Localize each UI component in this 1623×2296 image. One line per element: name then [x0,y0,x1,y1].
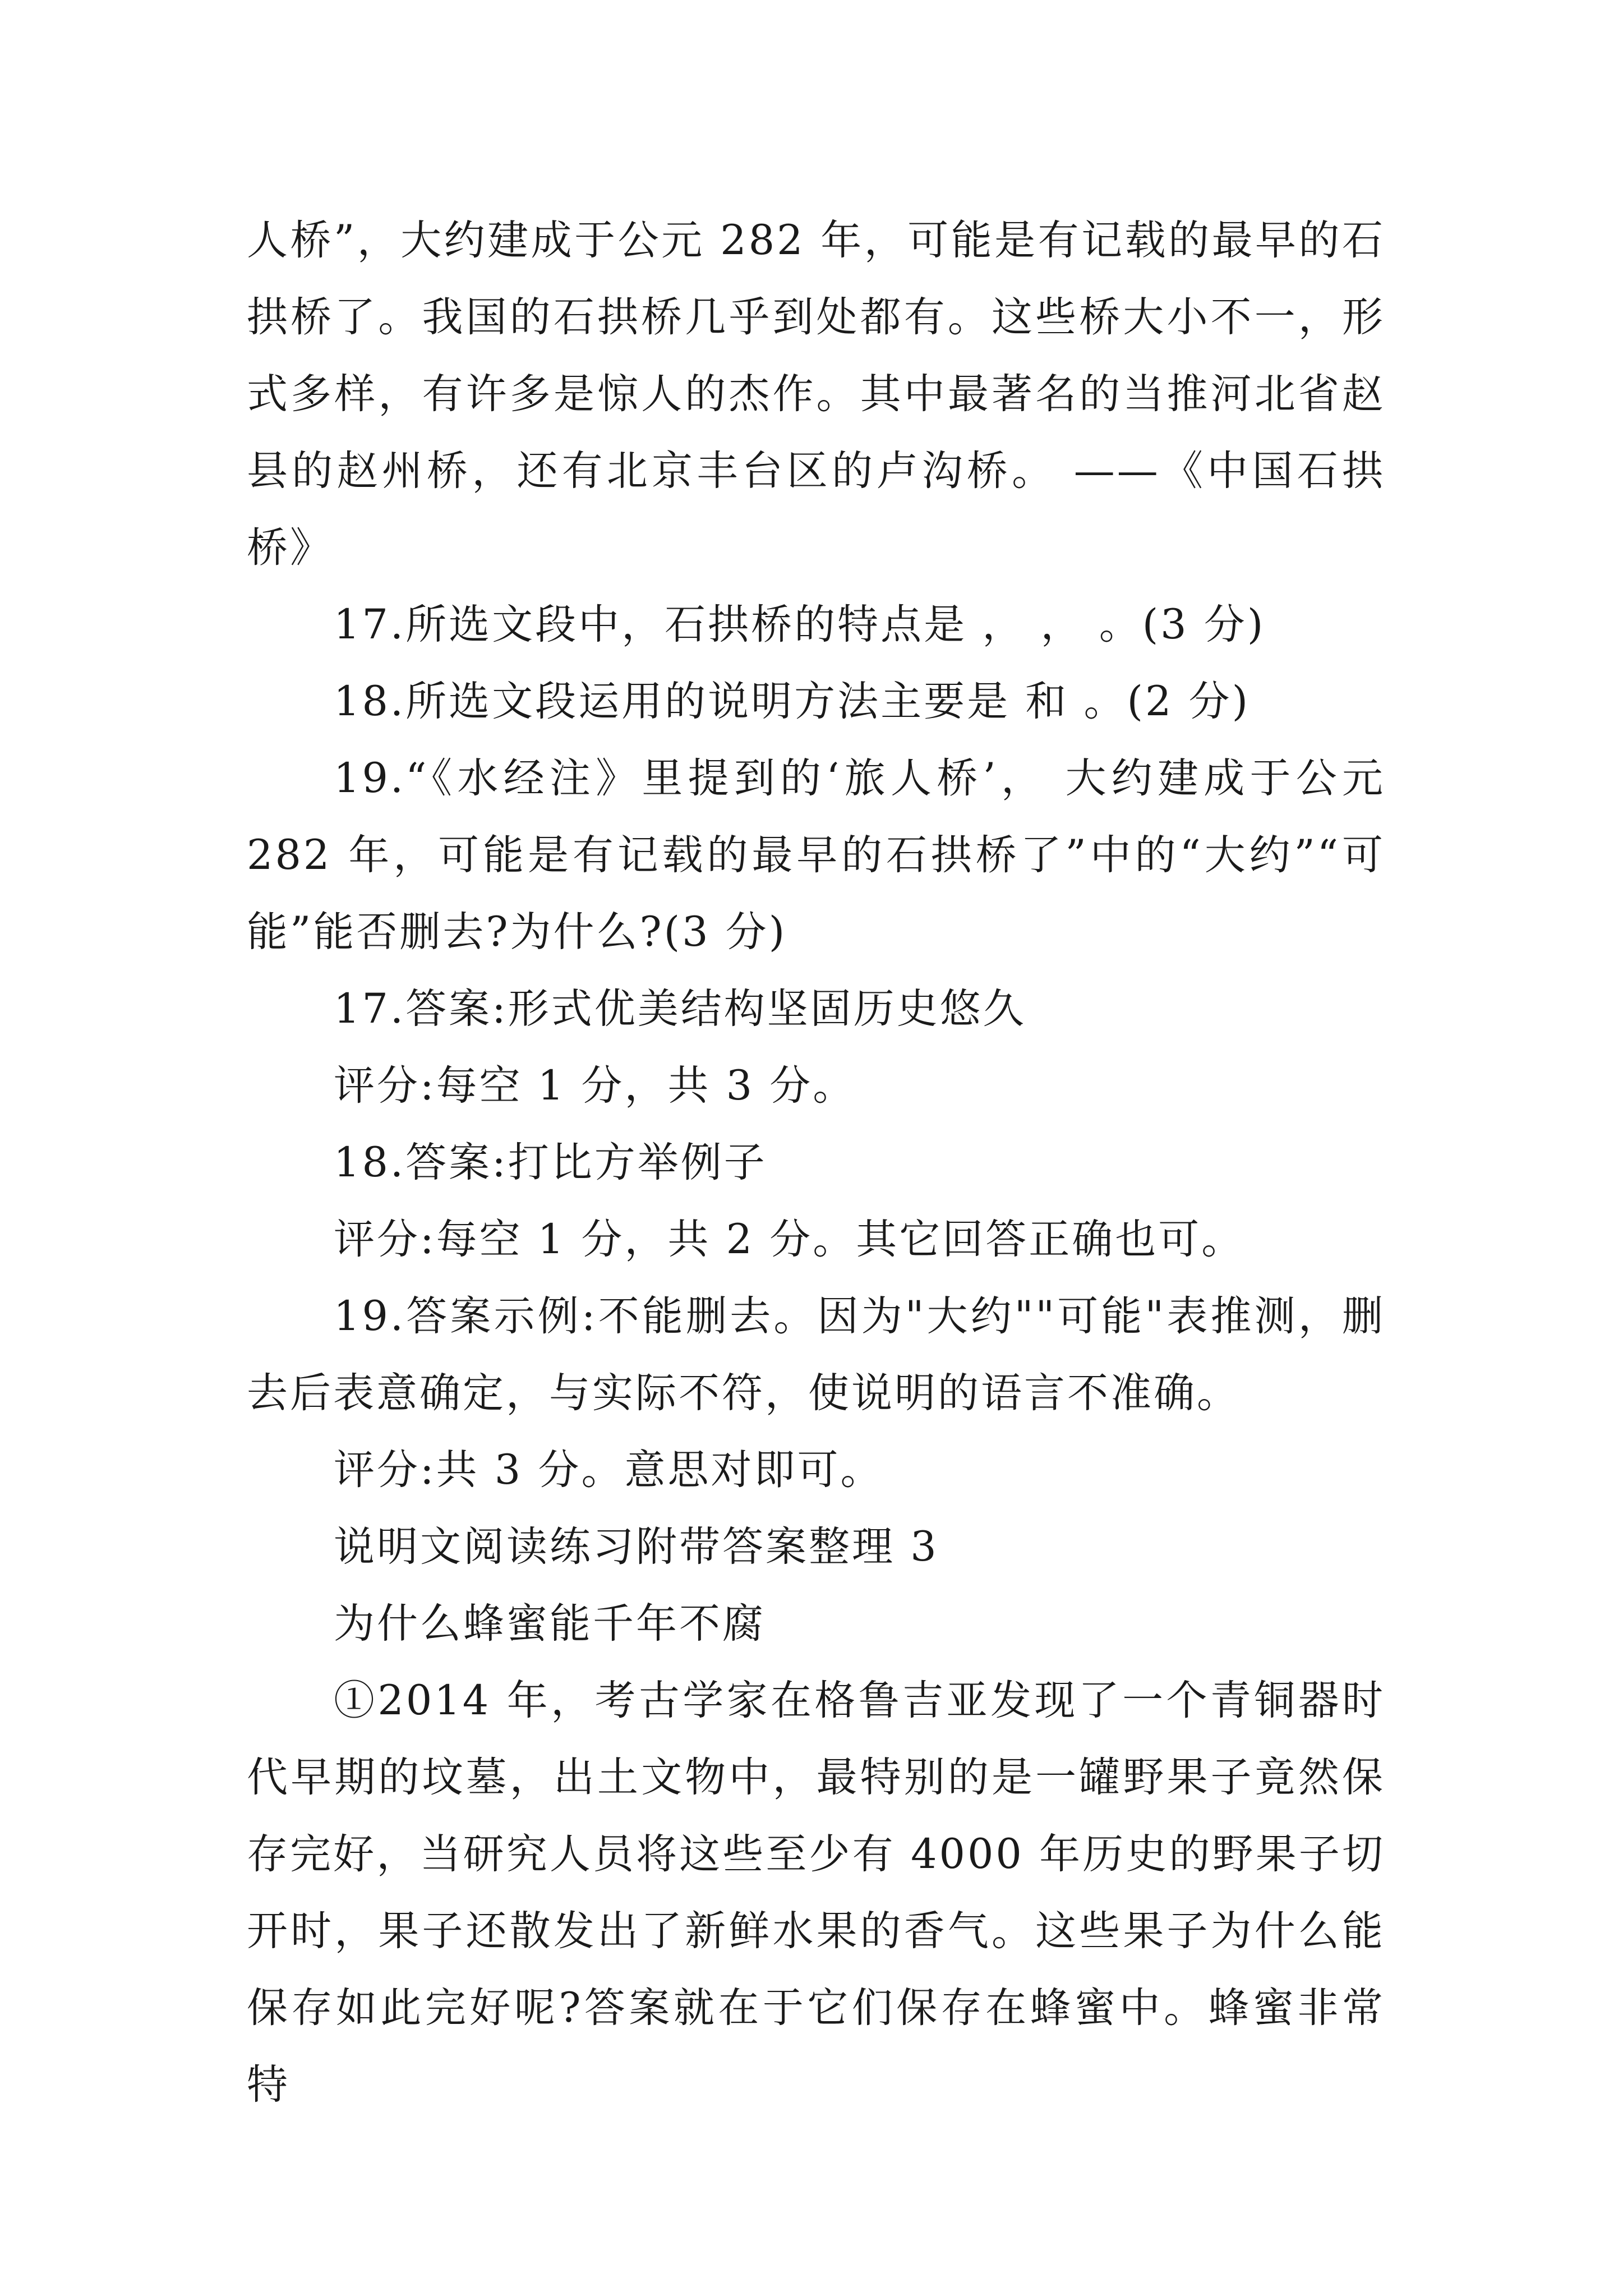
article-title: 为什么蜂蜜能千年不腐 [334,1600,766,1648]
score-17: 评分:每空 1 分，共 3 分。 [334,1062,856,1110]
question-18: 18.所选文段运用的说明方法主要是 和 。(2 分) [334,678,1251,725]
answer-17: 17.答案:形式优美结构坚固历史悠久 [334,985,1026,1033]
section-title: 说明文阅读练习附带答案整理 3 [334,1523,939,1571]
passage-continuation: 人桥”，大约建成于公元 282 年，可能是有记载的最早的石拱桥了。我国的石拱桥几乎到处都有。这些桥大小不一，形式多样，有许多是惊人的杰作。其中最著名的当推河北省赵县的赵州桥，还有北京丰台区的卢沟桥。 ——《中国石拱桥》 [247,217,1385,572]
answer-19: 19.答案示例:不能删去。因为"大约""可能"表推测，删去后表意确定，与实际不符，使说明的语言不准确。 [247,1292,1385,1417]
score-19: 评分:共 3 分。意思对即可。 [334,1446,884,1494]
question-19: 19.“《水经注》里提到的‘旅人桥’， 大约建成于公元 282 年，可能是有记载的最早的石拱桥了”中的“大约”“可能”能否删去?为什么?(3 分) [247,754,1385,956]
answer-18: 18.答案:打比方举例子 [334,1139,767,1186]
question-17: 17.所选文段中，石拱桥的特点是 ， ， 。(3 分) [334,601,1266,648]
article-paragraph-1: ①2014 年，考古学家在格鲁吉亚发现了一个青铜器时代早期的坟墓，出土文物中，最特别的是一罐野果子竟然保存完好，当研究人员将这些至少有 4000 年历史的野果子切开时，果子还散发出了新鲜水果的香气。这些果子为什么能保存如此完好呢?答案就在于它们保存在蜂蜜中。蜂蜜非常特 [247,1677,1385,2109]
document-body [247,202,1385,2123]
score-18: 评分:每空 1 分，共 2 分。其它回答正确也可。 [334,1216,1245,1263]
